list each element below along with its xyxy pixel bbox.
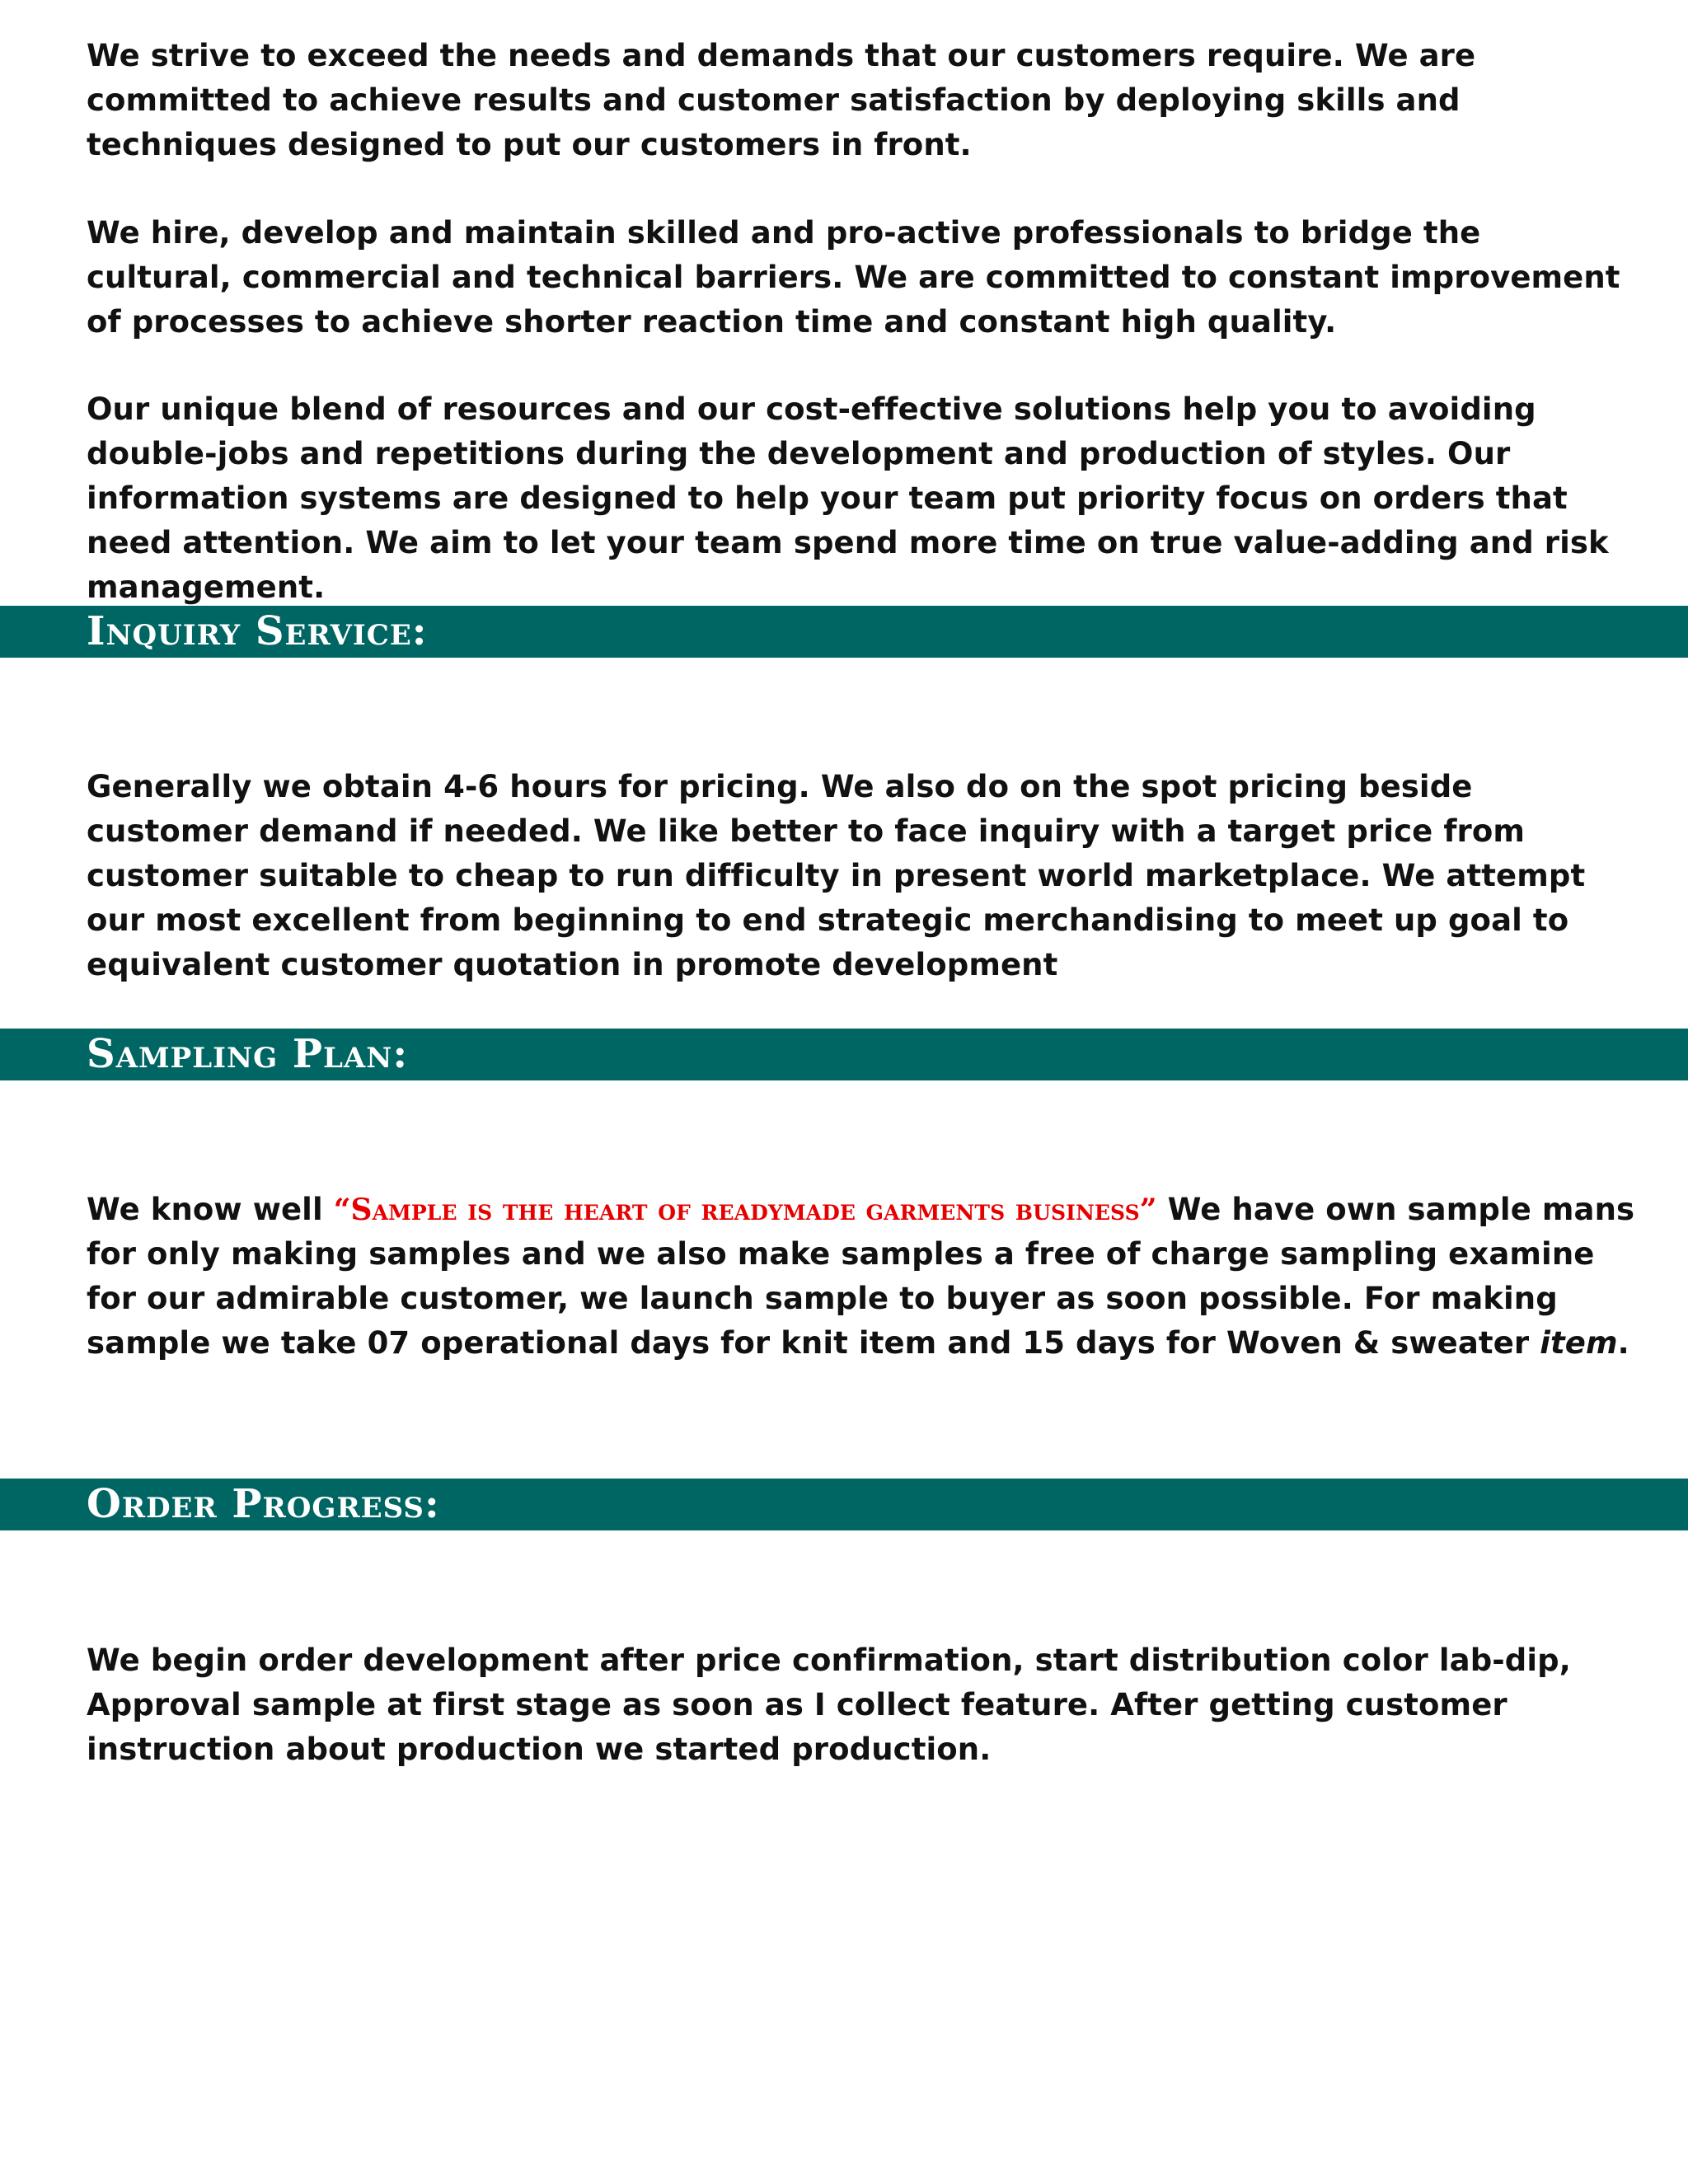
sampling-lead-text: We know well xyxy=(87,1192,334,1227)
sampling-plan-body xyxy=(87,1188,1636,1366)
intro-paragraph-2: We hire, develop and maintain skilled and pro-active professionals to bridge the cultural, commercial and technical barriers. We are committed to constant improvement of processes to achieve shorter reaction time and constant high quality. xyxy=(87,215,1620,340)
intro-paragraph-3: Our unique blend of resources and our cost-effective solutions help you to avoiding double-jobs and repetitions during the development and production of styles. Our information systems are designed to help your team put priority focus on orders that need attention. We aim to let your team spend more time on true value-adding and risk management. xyxy=(87,391,1609,605)
intro-paragraph-1: We strive to exceed the needs and demands that our customers require. We are committed to achieve results and customer satisfaction by deploying skills and techniques designed to put our customers in front. xyxy=(87,38,1476,162)
sampling-quote: “Sample is the heart of readymade garments business” xyxy=(333,1193,1157,1227)
sampling-end-text: . xyxy=(1617,1325,1629,1361)
inquiry-service-body: Generally we obtain 4-6 hours for pricing. We also do on the spot pricing beside customer demand if needed. We like better to face inquiry with a target price from customer suitable to cheap to run difficulty in present world marketplace. We attempt our most excellent from beginning to end strategic merchandising to meet up goal to equivalent customer quotation in promote development xyxy=(87,769,1586,982)
order-progress-heading: Order Progress: xyxy=(87,1481,440,1527)
inquiry-service-band xyxy=(0,606,1688,658)
order-progress-body: We begin order development after price confirmation, start distribution color lab-dip, Approval sample at first stage as soon as I collect feature. After getting customer instruction about production we started production. xyxy=(87,1643,1571,1767)
sampling-plan-band xyxy=(0,1029,1688,1080)
order-progress-band xyxy=(0,1479,1688,1530)
sampling-italic-word: item xyxy=(1540,1325,1618,1361)
sampling-plan-heading: Sampling Plan: xyxy=(87,1031,409,1077)
sampling-main-text: We have own sample mans for only making samples and we also make samples a free of charge sampling examine for our admirable customer, we launch sample to buyer as soon possible. For making sample we take 07 operational days for knit item and 15 days for Woven & sweater xyxy=(87,1192,1635,1361)
inquiry-service-heading: Inquiry Service: xyxy=(87,608,428,654)
